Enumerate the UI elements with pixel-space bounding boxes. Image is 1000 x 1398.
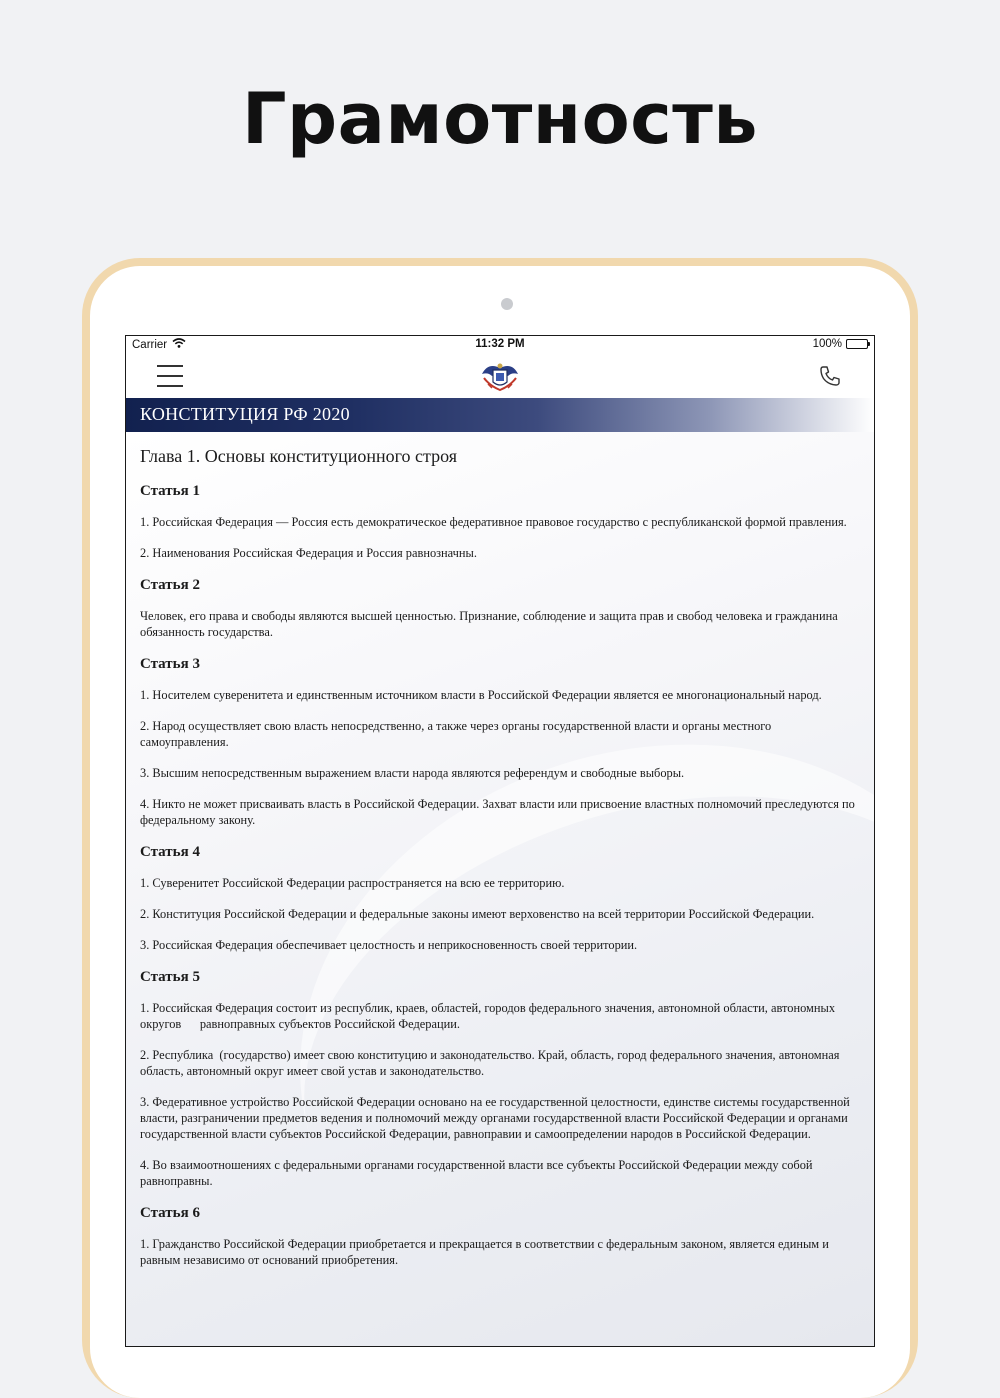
article-paragraph: Человек, его права и свободы являются высшей ценностью. Признание, соблюдение и защита прав и свобод человека и гражданина обязанность государства.	[140, 609, 857, 639]
nav-bar	[126, 356, 874, 398]
chapter-title: Глава 1. Основы конституционного строя	[140, 446, 458, 466]
status-bar	[126, 336, 874, 356]
article-paragraph: 3. Российская Федерация обеспечивает целостность и неприкосновенность своей территории.	[140, 938, 638, 952]
article-paragraph: 2. Народ осуществляет свою власть непосредственно, а также через органы государственной власти и органы местного самоуправления.	[140, 719, 772, 749]
article-paragraph: 4. Никто не может присваивать власть в Российской Федерации. Захват власти или присвоение властных полномочий преследуются по федеральному закону.	[140, 797, 855, 827]
article-title: Статья 2	[140, 577, 200, 593]
battery-icon	[846, 339, 868, 349]
phone-button[interactable]	[818, 364, 844, 390]
article-paragraph: 2. Наименования Российская Федерация и Россия равнозначны.	[140, 546, 477, 560]
article-paragraph: 3. Высшим непосредственным выражением власти народа являются референдум и свободные выборы.	[140, 766, 685, 780]
article-paragraph: 1. Российская Федерация состоит из республик, краев, областей, городов федерального значения, автономной области, автономных округов равноправных субъектов Российской Федерации.	[140, 1001, 839, 1031]
carrier-label: Carrier	[132, 338, 168, 351]
document-content[interactable]	[126, 432, 874, 1347]
article-paragraph: 2. Республика (государство) имеет свою конституцию и законодательство. Край, область, город федерального значения, автономная область, автономный округ имеет свой устав и законодательство.	[140, 1048, 843, 1078]
article-title: Статья 5	[140, 969, 200, 985]
article-title: Статья 1	[140, 483, 200, 499]
app-screen	[125, 335, 875, 1347]
article-paragraph: 1. Носителем суверенитета и единственным источником власти в Российской Федерации является ее многонациональный народ.	[140, 688, 822, 702]
article-paragraph: 1. Российская Федерация — Россия есть демократическое федеративное правовое государство с республиканской формой правления.	[140, 515, 847, 529]
hamburger-menu-icon	[157, 365, 183, 367]
article-title: Статья 4	[140, 844, 200, 860]
article-title: Статья 6	[140, 1205, 200, 1221]
status-time: 11:32 PM	[475, 338, 525, 350]
coat-of-arms-logo	[478, 360, 522, 394]
article-paragraph: 1. Суверенитет Российской Федерации распространяется на всю ее территорию.	[140, 876, 565, 890]
battery-percent: 100%	[812, 338, 842, 350]
article-paragraph: 3. Федеративное устройство Российской Федерации основано на ее государственной целостности, единстве системы государственной власти, разграничении предметов ведения и полномочий между органами государственной власти Российской Федерации и органами государственной власти субъектов Российской Федерации, равноправии и самоопределении народов в Российской Федерации.	[140, 1095, 850, 1141]
banner-title: КОНСТИТУЦИЯ РФ 2020	[140, 404, 350, 424]
camera-dot	[501, 298, 513, 310]
article-paragraph: 2. Конституция Российской Федерации и федеральные законы имеют верховенство на всей территории Российской Федерации.	[140, 907, 815, 921]
article-paragraph: 1. Гражданство Российской Федерации приобретается и прекращается в соответствии с федеральным законом, является единым и равным независимо от оснований приобретения.	[140, 1237, 829, 1267]
article-paragraph: 4. Во взаимоотношениях с федеральными органами государственной власти все субъекты Российской Федерации между собой равноправны.	[140, 1158, 813, 1188]
phone-icon	[818, 373, 842, 392]
section-banner	[126, 398, 874, 432]
promo-title: Грамотность	[241, 78, 759, 160]
menu-button[interactable]	[157, 365, 183, 387]
article-title: Статья 3	[140, 656, 200, 672]
